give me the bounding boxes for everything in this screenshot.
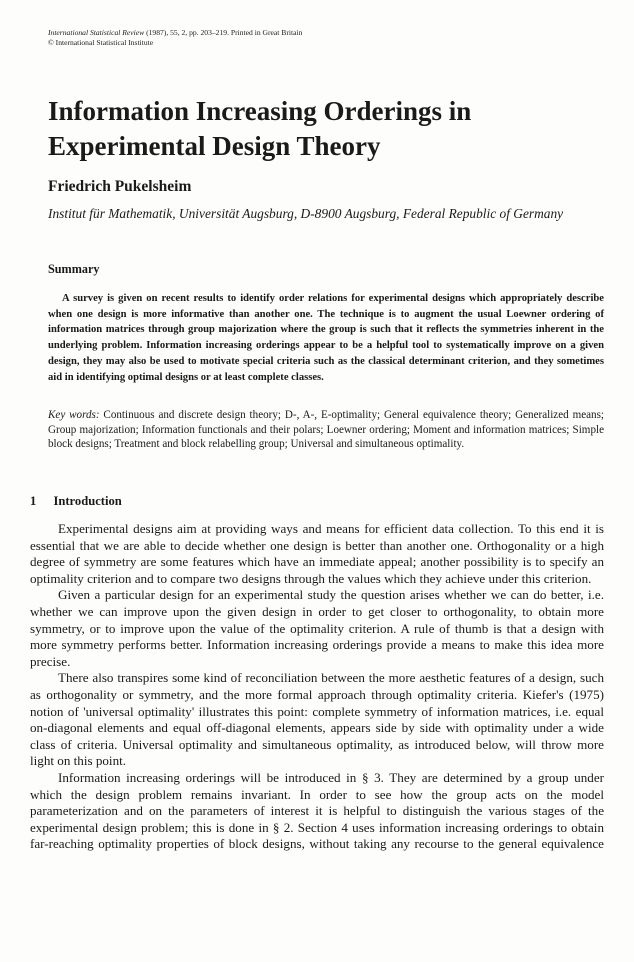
introduction-body xyxy=(30,521,604,853)
paragraph: There also transpires some kind of reconciliation between the more aesthetic features of a design, such as orthogonality or symmetry, and the more formal approach through optimality criteria. Kiefer's (1975) notion of 'universal optimality' illustrates this point: complete symmetry of information matrices, i.e. equal on-diagonal elements and equal off-diagonal elements, appears side by side with optimality under a wide class of criteria. Universal optimality and simultaneous optimality, as introduced below, will throw more light on this point. xyxy=(30,670,604,769)
keywords-block xyxy=(48,408,604,452)
keywords-label: Key words: xyxy=(48,409,100,421)
keywords-text: Continuous and discrete design theory; D-, A-, E-optimality; General equivalence theory; Generalized means; Group majorization; Information functionals and their polars; Loewner ordering; Moment and information matrices; Simple block designs; Treatment and block relabelling group; Universal and simultaneous optimality. xyxy=(48,409,604,451)
summary-heading: Summary xyxy=(48,262,100,276)
author-name: Friedrich Pukelsheim xyxy=(48,178,192,195)
paper-title: Information Increasing Orderings in Experimental Design Theory xyxy=(48,96,472,161)
journal-name: International Statistical Review xyxy=(48,28,145,37)
copyright-line: © International Statistical Institute xyxy=(48,38,154,47)
paragraph: Given a particular design for an experimental study the question arises whether we can do better, i.e. whether we can improve upon the given design in order to get closer to orthogonality, to obtain more symmetry, or to improve upon the value of the optimality criterion. A rule of thumb is that a design with more symmetry performs better. Information increasing orderings provide a means to make this idea more precise. xyxy=(30,587,604,669)
citation-details: (1987), 55, 2, pp. 203–219. Printed in Great Britain xyxy=(146,28,303,37)
author-affiliation: Institut für Mathematik, Universität Augsburg, D-8900 Augsburg, Federal Republic of Germany xyxy=(48,206,564,221)
citation-line xyxy=(48,28,608,38)
section-title: Introduction xyxy=(53,494,122,508)
section-number: 1 xyxy=(30,494,37,508)
summary-text: A survey is given on recent results to identify order relations for experimental designs which appropriately describe when one design is more informative than another one. The technique is to augment the usual Loewner ordering of information matrices through group majorization where the group is such that it reflects the symmetries inherent in the underlying problem. Information increasing orderings appear to be a helpful tool to systematically improve on a given design, they may also be used to motivate special criteria such as the classical determinant criterion, and they sometimes aid in identifying optimal designs or at least complete classes. xyxy=(48,293,604,383)
paragraph: Experimental designs aim at providing ways and means for efficient data collection. To this end it is essential that we are able to decide whether one design is better than another one. Orthogonality or a high degree of symmetry are some features which have an immediate appeal; another possibility is to specify an optimality criterion and to compare two designs through the values which they achieve under this criterion. xyxy=(30,521,604,586)
section-heading xyxy=(30,494,122,509)
running-header xyxy=(48,28,608,48)
paragraph: Information increasing orderings will be introduced in § 3. They are determined by a group under which the design problem remains invariant. In order to see how the group acts on the model parameterization and on the parameters of interest it is helpful to distinguish the various stages of the experimental design problem; this is done in § 2. Section 4 uses information increasing orderings to obtain far-reaching optimality properties of block designs, without taking any recourse to the general equivalence xyxy=(30,769,604,852)
